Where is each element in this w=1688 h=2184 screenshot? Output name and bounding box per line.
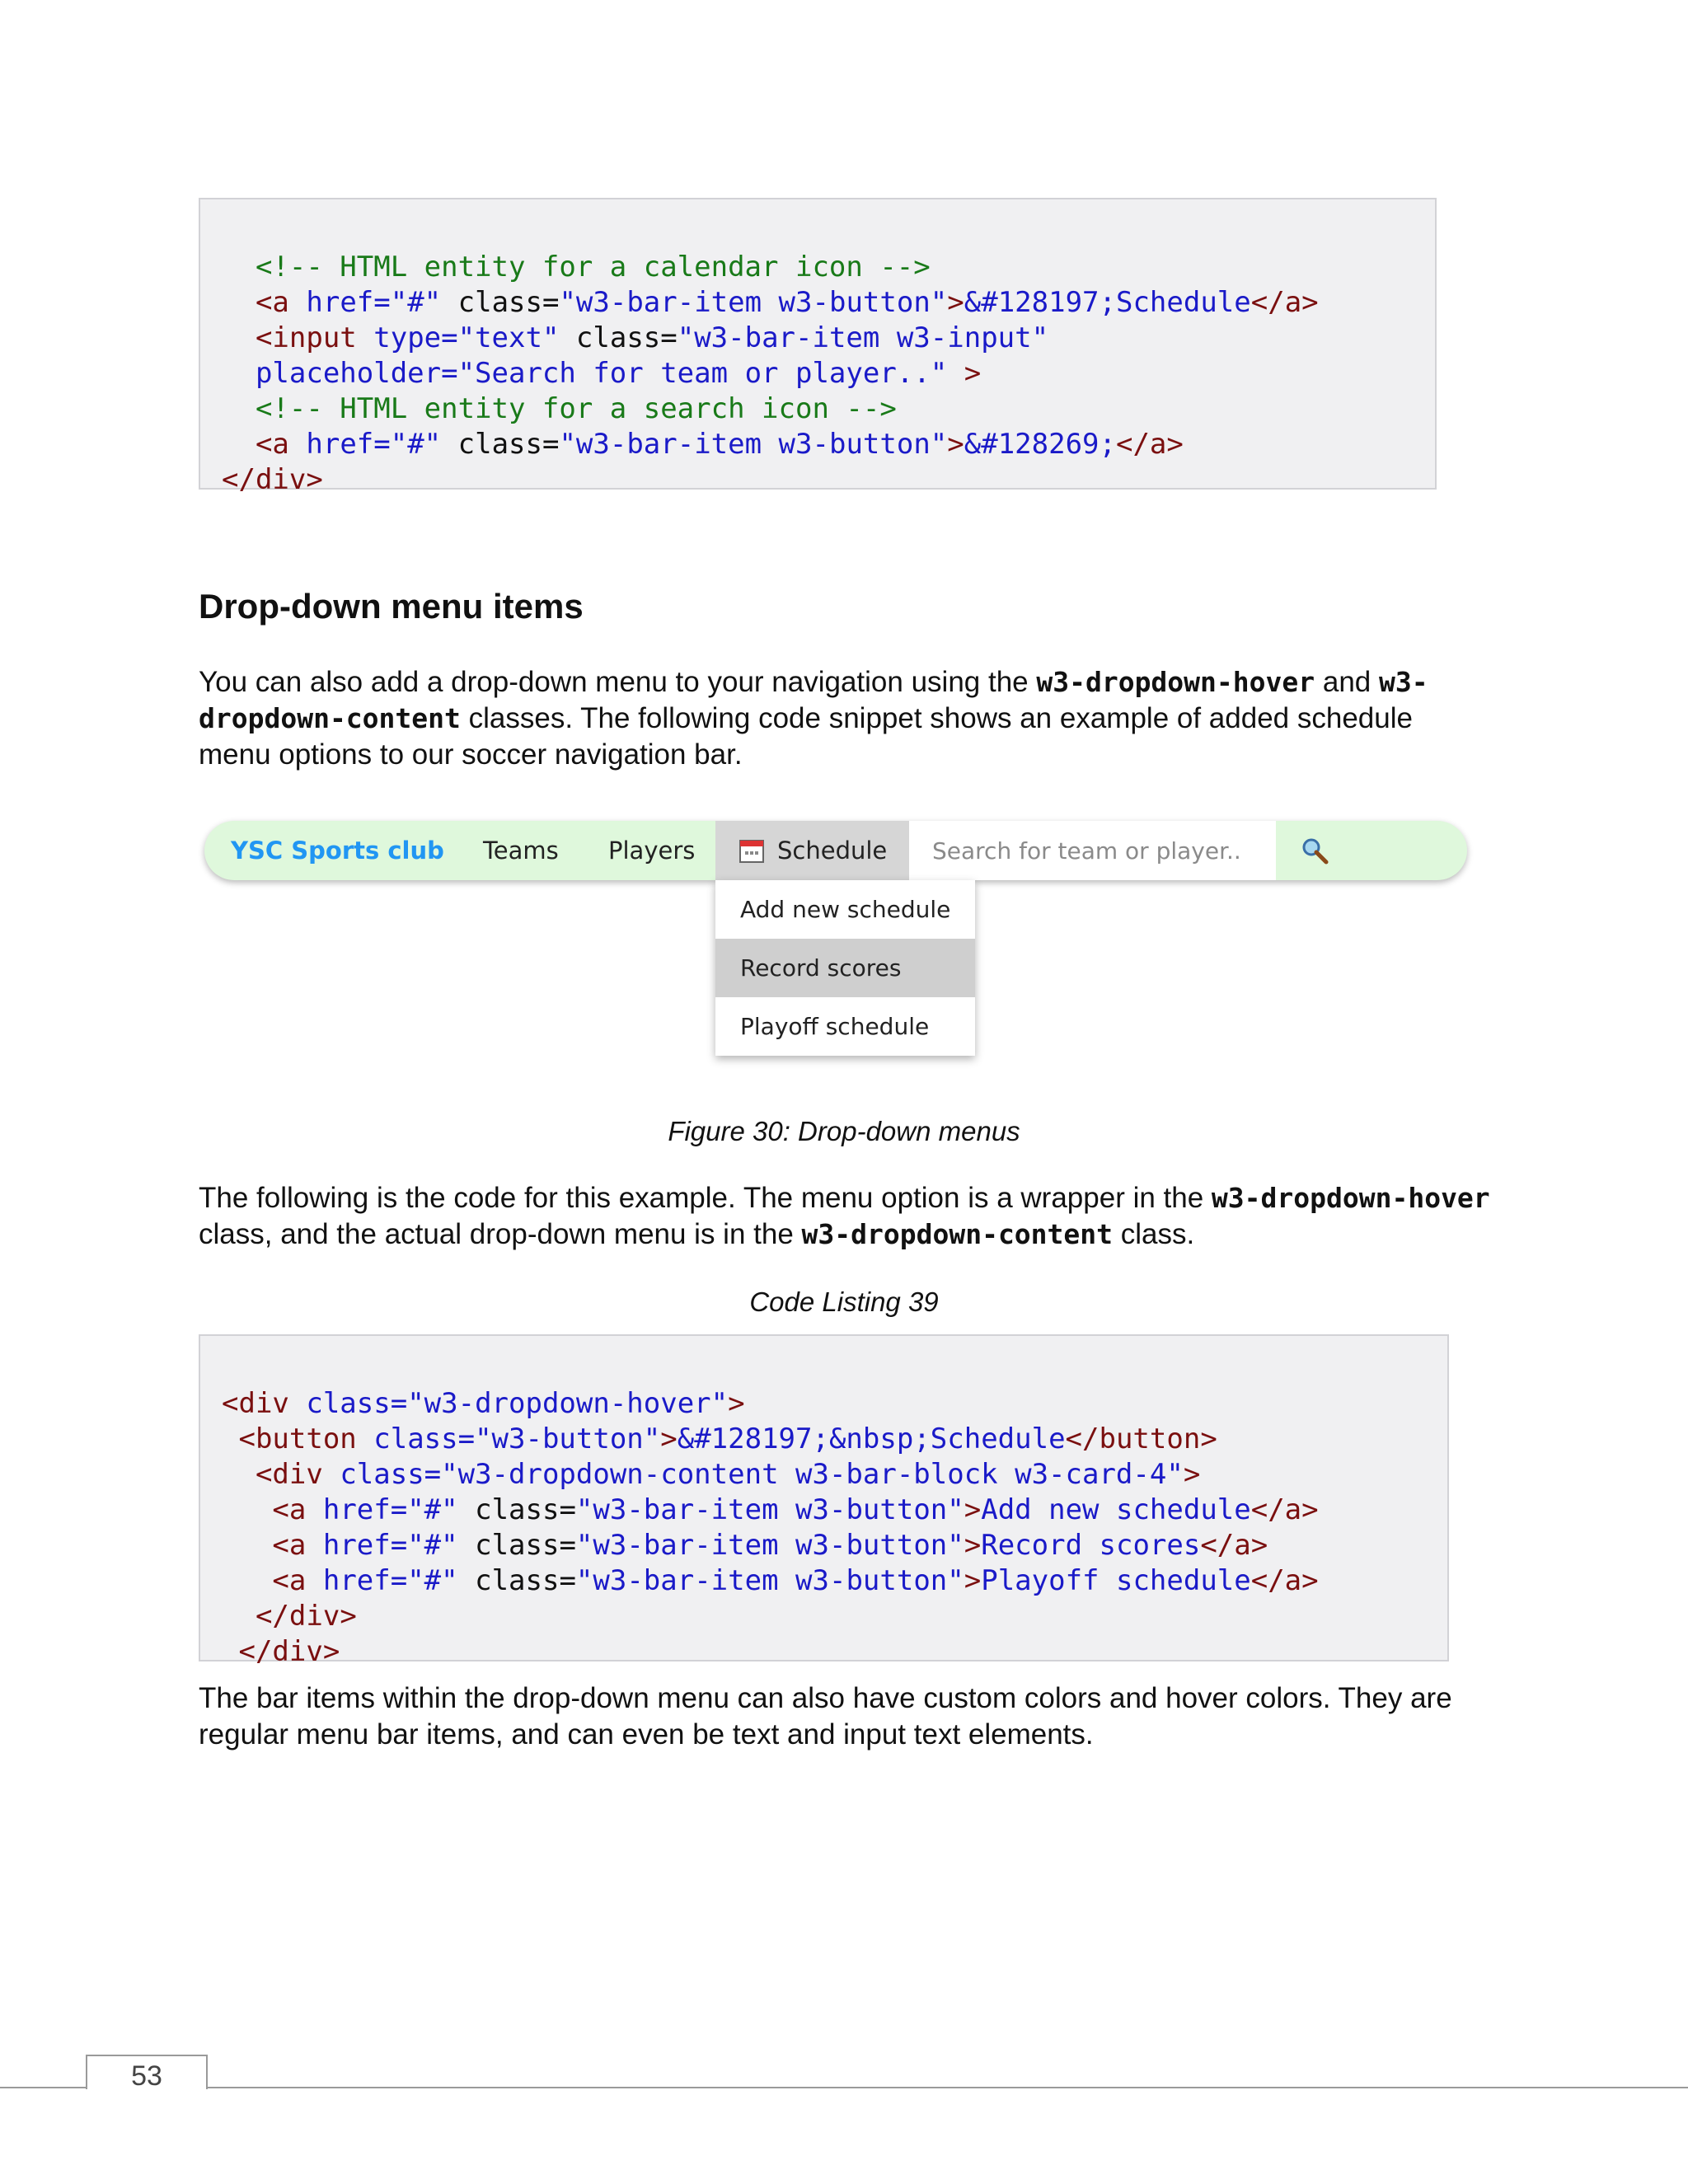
code-line: <a href="#" class="w3-bar-item w3-button">&#128197;Schedule</a> [255, 286, 1319, 319]
intro-paragraph: You can also add a drop-down menu to your navigation using the w3-dropdown-hover and w3-dropdown-content classes. The following code snippet shows an example of added schedule menu options to our soccer navigation bar. [199, 666, 1428, 771]
code-line: placeholder="Search for team or player.." > [222, 357, 982, 390]
nav-players[interactable]: Players [608, 837, 696, 865]
nav-schedule-button[interactable] [715, 821, 909, 880]
search-input[interactable] [909, 821, 1276, 880]
section-heading: Drop-down menu items [199, 587, 584, 626]
explain-paragraph: The following is the code for this example. The menu option is a wrapper in the w3-dropdown-hover class, and the actual drop-down menu is in the w3-dropdown-content class. [199, 1182, 1490, 1250]
code-line: <button class="w3-button">&#128197;&nbsp;Schedule</button> [238, 1422, 1217, 1455]
search-icon[interactable] [1301, 837, 1330, 866]
code-line: <a href="#" class="w3-bar-item w3-button">Record scores</a> [272, 1529, 1268, 1562]
nav-schedule-label: Schedule [777, 837, 888, 865]
code-line: </div> [255, 1600, 357, 1633]
footer-rule [0, 2087, 1688, 2088]
dropdown-item-playoff-schedule[interactable]: Playoff schedule [740, 1013, 930, 1040]
nav-teams[interactable]: Teams [483, 837, 559, 865]
dropdown-item-add-new-schedule[interactable]: Add new schedule [740, 896, 951, 923]
nav-brand[interactable]: YSC Sports club [231, 837, 444, 865]
code-line: <a href="#" class="w3-bar-item w3-button">&#128269;</a> [255, 428, 1184, 461]
figure-caption: Figure 30: Drop-down menus [668, 1116, 1020, 1146]
nav-bar-figure [204, 821, 1467, 880]
code-line: <a href="#" class="w3-bar-item w3-button">Playoff schedule</a> [272, 1564, 1319, 1597]
closing-paragraph: The bar items within the drop-down menu can also have custom colors and hover colors. They are regular menu bar items, and can even be text and input text elements. [199, 1682, 1452, 1750]
code-line: <div class="w3-dropdown-content w3-bar-block w3-card-4"> [255, 1458, 1201, 1491]
code-listing-39 [199, 1334, 1449, 1668]
code-line: <a href="#" class="w3-bar-item w3-button">Add new schedule</a> [272, 1493, 1319, 1526]
code-line: </div> [238, 1635, 340, 1668]
dropdown-item-record-scores[interactable]: Record scores [715, 939, 975, 997]
code-listing-lines [222, 1386, 1426, 1670]
code-line: <input type="text" class="w3-bar-item w3-input" [255, 321, 1049, 354]
page-number: 53 [86, 2055, 208, 2089]
code-block-top [199, 198, 1437, 496]
calendar-icon [738, 837, 765, 864]
code-top-lines [222, 250, 1414, 498]
code-line: <!-- HTML entity for a calendar icon --> [222, 251, 931, 284]
code-line: <div class="w3-dropdown-hover"> [222, 1387, 745, 1420]
listing-caption: Code Listing 39 [749, 1286, 939, 1317]
code-line: <!-- HTML entity for a search icon --> [222, 392, 897, 425]
dropdown-menu [715, 880, 975, 1056]
code-line: </div> [222, 463, 323, 496]
